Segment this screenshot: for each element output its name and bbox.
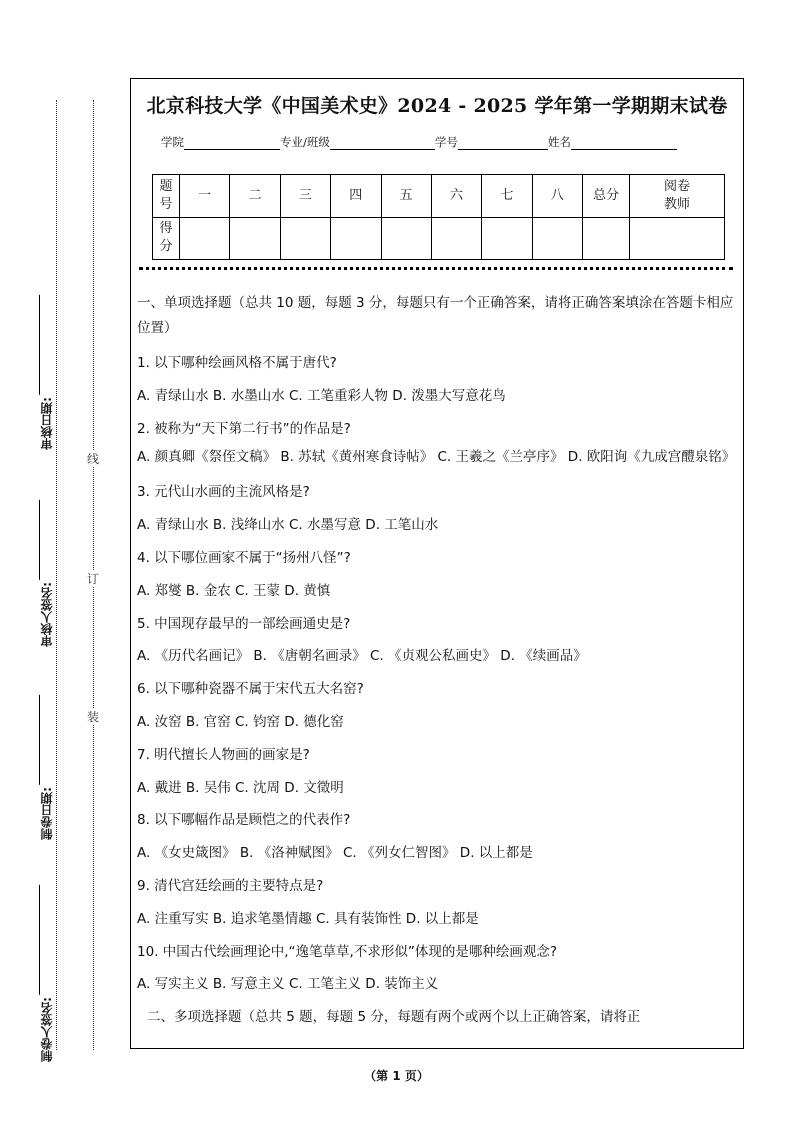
- reviewer-signature-blank[interactable]: [38, 500, 40, 580]
- question-line: A. 汝窑 B. 官窑 C. 钧窑 D. 德化窑: [137, 713, 344, 730]
- score-table-header-row: [153, 175, 725, 218]
- cut-mark-bind: 装: [86, 710, 99, 724]
- reviewer-signature-label: 审核人签名:: [40, 582, 54, 647]
- question-line: A. 《历代名画记》 B. 《唐朝名画录》 C. 《贞观公私画史》 D. 《续画品》: [137, 648, 587, 665]
- review-date-label: 审核日期:: [40, 397, 54, 450]
- review-date-blank[interactable]: [38, 295, 40, 395]
- question-line: A. 青绿山水 B. 浅绛山水 C. 水墨写意 D. 工笔山水: [137, 517, 439, 534]
- question-line: 1. 以下哪种绘画风格不属于唐代?: [137, 355, 337, 371]
- exam-content: [137, 291, 737, 1034]
- compile-date-blank[interactable]: [38, 695, 40, 785]
- major-class-label: 专业/班级: [280, 135, 330, 149]
- college-field[interactable]: [184, 137, 280, 150]
- question-line: A. 写实主义 B. 写意主义 C. 工笔主义 D. 装饰主义: [137, 976, 439, 993]
- cut-mark-staple: 订: [86, 572, 99, 586]
- question-col-2: 二: [230, 175, 280, 218]
- q2-options: A. 颜真卿《祭侄文稿》 B. 苏轼《黄州寒食诗帖》 C. 王羲之《兰亭序》 D. 欧阳询《九成宫醴泉铭》: [137, 449, 736, 466]
- question-line: 7. 明代擅长人物画的画家是?: [137, 746, 310, 763]
- compiler-signature-field[interactable]: [38, 885, 58, 1062]
- binding-margin: [0, 100, 120, 1062]
- question-line: 10. 中国古代绘画理论中,“逸笔草草,不求形似”体现的是哪种绘画观念?: [137, 943, 557, 960]
- student-id-label: 学号: [434, 135, 458, 149]
- review-date-field[interactable]: [38, 295, 58, 450]
- compiler-signature-label: 制卷人签名:: [40, 997, 54, 1062]
- question-line: 3. 元代山水画的主流风格是?: [137, 484, 310, 501]
- page-number: （第 1 页）: [364, 1069, 429, 1083]
- question-col-3: 三: [280, 175, 330, 218]
- compile-date-field[interactable]: [38, 695, 58, 840]
- score-cell-total[interactable]: [583, 217, 630, 260]
- score-cell-4[interactable]: [331, 217, 381, 260]
- score-cell-2[interactable]: [230, 217, 280, 260]
- question-line: A. 郑燮 B. 金农 C. 王蒙 D. 黄慎: [137, 582, 331, 599]
- college-label: 学院: [161, 135, 184, 149]
- section-divider-dots: [139, 267, 733, 270]
- question-col-6: 六: [431, 175, 481, 218]
- question-col-8: 八: [532, 175, 582, 218]
- question-line: 4. 以下哪位画家不属于“扬州八怪”?: [137, 549, 351, 566]
- score-table-score-row: [153, 217, 725, 260]
- question-col-7: 七: [482, 175, 532, 218]
- score-cell-7[interactable]: [482, 217, 532, 260]
- question-col-1: 一: [180, 175, 230, 218]
- total-score-header: 总分: [583, 175, 630, 218]
- question-line: 5. 中国现存最早的一部绘画通史是?: [137, 615, 351, 632]
- score-cell-teacher[interactable]: [630, 217, 725, 260]
- question-line: A. 戴进 B. 吴伟 C. 沈周 D. 文徵明: [137, 779, 344, 796]
- question-line: A. 《女史箴图》 B. 《洛神赋图》 C. 《列女仁智图》 D. 以上都是: [137, 845, 533, 862]
- question-col-4: 四: [331, 175, 381, 218]
- cut-mark-line: 线: [86, 452, 99, 466]
- student-info-row: [161, 134, 721, 150]
- reviewer-signature-field[interactable]: [38, 500, 58, 647]
- score-cell-8[interactable]: [532, 217, 582, 260]
- score-cell-3[interactable]: [280, 217, 330, 260]
- compile-date-label: 制卷日期:: [40, 787, 54, 840]
- score-table: [152, 174, 725, 260]
- question-col-5: 五: [381, 175, 431, 218]
- question-line: A. 注重写实 B. 追求笔墨情趣 C. 具有装饰性 D. 以上都是: [137, 910, 479, 927]
- name-field[interactable]: [571, 137, 677, 150]
- exam-title: 北京科技大学《中国美术史》2024 - 2025 学年第一学期期末试卷: [146, 95, 728, 117]
- major-class-field[interactable]: [330, 137, 435, 150]
- exam-paper-frame: [130, 78, 744, 1049]
- score-row-header: 得 分: [153, 217, 180, 260]
- score-cell-1[interactable]: [180, 217, 230, 260]
- grading-teacher-header: 阅卷 教师: [630, 175, 725, 218]
- name-label: 姓名: [547, 135, 571, 149]
- question-number-header: 题 号: [153, 175, 180, 218]
- score-cell-6[interactable]: [431, 217, 481, 260]
- question-line: A. 青绿山水 B. 水墨山水 C. 工笔重彩人物 D. 泼墨大写意花鸟: [137, 387, 506, 404]
- student-id-field[interactable]: [458, 137, 548, 150]
- section2-heading: 二、多项选择题（总共 5 题，每题 5 分，每题有两个或两个以上正确答案，请将正: [147, 1009, 641, 1026]
- compiler-signature-blank[interactable]: [38, 885, 40, 995]
- question-line: 2. 被称为“天下第二行书”的作品是?: [137, 420, 351, 437]
- question-line: 9. 清代宫廷绘画的主要特点是?: [137, 877, 324, 894]
- score-cell-5[interactable]: [381, 217, 431, 260]
- section1-heading: 一、单项选择题（总共 10 题，每题 3 分，每题只有一个正确答案，请将正确答案填涂在答题卡相应位置）: [137, 295, 734, 336]
- question-line: 8. 以下哪幅作品是顾恺之的代表作?: [137, 812, 351, 829]
- question-line: 6. 以下哪种瓷器不属于宋代五大名窑?: [137, 681, 364, 698]
